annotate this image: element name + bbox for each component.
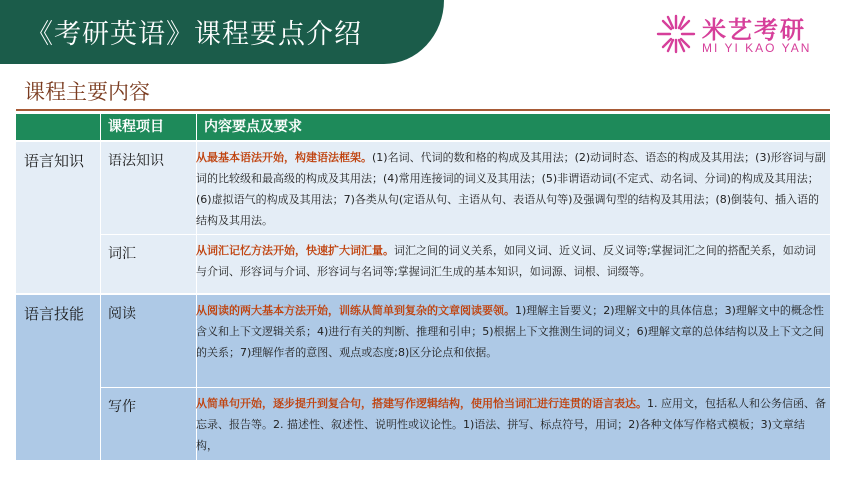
row-lead: 从词汇记忆方法开始，快速扩大词汇量。 — [196, 244, 394, 257]
table-row — [100, 142, 830, 232]
header-band — [0, 0, 444, 64]
column-divider — [100, 114, 101, 140]
group-label: 语言知识 — [24, 152, 85, 170]
row-lead: 从阅读的两大基本方法开始，训练从简单到复杂的文章阅读要领。 — [196, 304, 515, 317]
row-content — [196, 393, 826, 456]
table-header-content: 内容要点及要求 — [204, 119, 302, 135]
row-lead: 从最基本语法开始，构建语法框架。 — [196, 151, 372, 164]
row-detail: 词汇之间的词义关系，如同义词、近义词、反义词等;掌握词汇之间的搭配关系，如动词与介词、形容词与介词、形容词与名词等;掌握词汇生成的基本知识，如词源、词根、词缀等。 — [196, 244, 816, 278]
row-content — [196, 300, 826, 363]
row-content — [196, 240, 826, 282]
row-label: 写作 — [108, 399, 136, 415]
logo-english-text: MI YI KAO YAN — [702, 41, 812, 55]
table-header-blank — [16, 114, 100, 140]
row-label: 阅读 — [108, 306, 136, 322]
row-detail: 1. 应用文，包括私人和公务信函、备忘录、报告等。2. 描述性、叙述性、说明性或议论性。1)语法、拼写、标点符号，用词；2)各种文体写作格式模板；3)文章结构， — [196, 397, 826, 452]
table-header-row — [16, 114, 830, 140]
table-row — [100, 235, 830, 293]
row-detail: (1)名词、代词的数和格的构成及其用法；(2)动词时态、语态的构成及其用法；(3)形容词与副词的比较级和最高级的构成及其用法；(4)常用连接词的词义及其用法；(5)非谓语动词(不定式、动名词、分词)的构成及其用法；(6)虚拟语气的构成及其用法；7)各类从句(定语从句、主语从句、表语从句等)及强调句型的结构及其用法；(8)倒装句、插入语的结构及其用法。 — [196, 151, 826, 227]
group-label: 语言技能 — [24, 305, 85, 323]
group-language-skills — [16, 295, 830, 460]
course-content-table — [16, 114, 830, 460]
section-title: 课程主要内容 — [24, 80, 150, 104]
logo-chinese-text: 米艺考研 — [702, 16, 806, 44]
table-header-item: 课程项目 — [108, 119, 164, 135]
page-title: 《考研英语》课程要点介绍 — [26, 19, 362, 50]
starburst-logo-icon — [656, 14, 696, 54]
row-content — [196, 147, 826, 231]
column-divider — [196, 114, 197, 140]
row-label: 语法知识 — [108, 153, 164, 169]
brand-logo — [652, 10, 842, 62]
row-lead: 从简单句开始，逐步提升到复合句，搭建写作逻辑结构，使用恰当词汇进行连贯的语言表达。 — [196, 397, 647, 410]
row-detail: 1)理解主旨要义；2)理解文中的具体信息；3)理解文中的概念性含义和上下文逻辑关系；4)进行有关的判断、推理和引申；5)根据上下文推测生词的词义；6)理解文章的总体结构以及上下文之间的关系；7)理解作者的意图、观点或态度;8)区分论点和依据。 — [196, 304, 824, 359]
table-row — [100, 295, 830, 385]
section-divider — [16, 109, 830, 111]
table-row — [100, 388, 830, 460]
group-language-knowledge — [16, 142, 830, 293]
row-label: 词汇 — [108, 246, 136, 262]
